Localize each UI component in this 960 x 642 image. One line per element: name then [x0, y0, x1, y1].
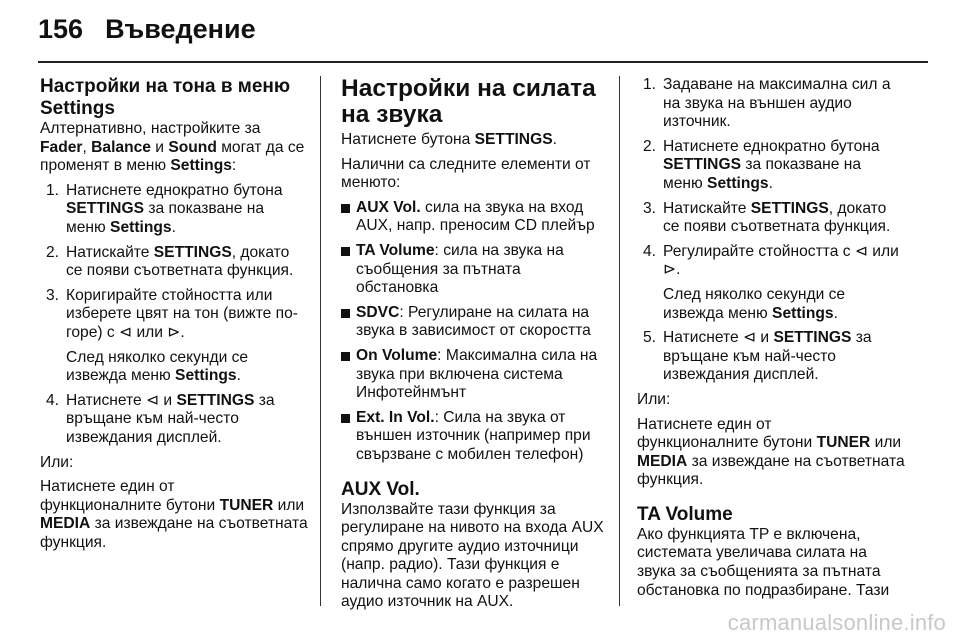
text: . — [552, 131, 557, 148]
intro-paragraph — [40, 120, 308, 176]
step-number: 2. — [46, 243, 60, 261]
bullet-square-icon — [341, 414, 350, 423]
paragraph: Натиснете един от — [637, 415, 772, 433]
header-rule — [38, 61, 928, 63]
text-bold: TUNER — [816, 434, 871, 452]
text: : — [231, 157, 237, 175]
step-item — [40, 392, 308, 448]
text: и — [150, 138, 169, 156]
text-bold: SETTINGS — [176, 391, 255, 409]
subsection-heading: AUX Vol. — [341, 478, 420, 500]
text: Натиснете — [663, 329, 743, 347]
step-item — [40, 244, 308, 281]
step-item — [40, 287, 308, 386]
text-bold: SETTINGS — [773, 329, 852, 347]
text: . — [676, 261, 681, 279]
column-1 — [40, 76, 308, 558]
bullet-item — [341, 199, 605, 236]
text: и — [756, 329, 774, 347]
text: Алтернативно, настройките за — [40, 120, 261, 137]
text: Коригирайте стойността или изберете цвят на тон (вижте по-горе) с — [66, 286, 298, 341]
subsection-heading: TA Volume — [637, 503, 733, 525]
step-item — [637, 138, 905, 194]
left-arrow-icon: ⊲ — [145, 391, 160, 409]
text: за връщане към най-често извеждания дисплей. — [66, 391, 275, 446]
text: , докато се появи съответната функция. — [663, 199, 891, 236]
text: Натиснете еднократно бутона — [66, 181, 283, 199]
text-bold: MEDIA — [637, 452, 688, 470]
bullet-square-icon — [341, 247, 350, 256]
paragraph — [40, 497, 308, 553]
section-heading: Настройки на тона в меню Settings — [40, 76, 291, 119]
text-bold: Settings — [175, 367, 237, 385]
text-bold: Settings — [772, 304, 834, 322]
text: , докато се появи съответната функция. — [66, 243, 294, 280]
step-item — [637, 76, 905, 132]
page-number: 156 — [38, 14, 84, 44]
text-bold: AUX Vol. — [356, 198, 421, 216]
step-number: 3. — [46, 286, 60, 304]
bullet-square-icon — [341, 204, 350, 213]
text-bold: Fader — [40, 138, 83, 156]
step-item — [40, 182, 308, 238]
watermark-text: carmanualsonline.info — [727, 610, 946, 635]
right-arrow-icon: ⊳ — [167, 323, 181, 341]
step-number: 1. — [46, 181, 60, 199]
step-number: 5. — [643, 329, 657, 347]
text: . — [236, 367, 241, 385]
text: за извеждане на съответната функция. — [40, 515, 308, 551]
text: Натискайте — [66, 243, 154, 261]
bullet-square-icon — [341, 309, 350, 318]
text-bold: SETTINGS — [153, 243, 232, 261]
text: След няколко секунди се извежда меню — [66, 348, 249, 385]
paragraph — [637, 434, 905, 490]
bullet-item — [341, 409, 605, 465]
paragraph: Налични са следните елементи от менюто: — [341, 155, 591, 192]
bullet-item — [341, 347, 605, 403]
step-item — [637, 329, 905, 385]
text: могат да се променят в меню — [40, 138, 305, 175]
text: . — [768, 174, 773, 192]
text: за показване на меню — [663, 156, 862, 192]
text-bold: SETTINGS — [66, 200, 144, 218]
step-number: 2. — [643, 137, 657, 155]
text: След няколко секунди се извежда меню — [663, 285, 846, 322]
text: . — [833, 304, 838, 322]
paragraph: Използвайте тази функция за регулиране на нивото на входа AUX спрямо другите аудио източници (напр. радио). Тази функция е налична само когато е разрешен аудио източник на AUX. — [341, 500, 604, 611]
text: за показване на меню — [66, 200, 265, 236]
right-arrow-icon: ⊳ — [663, 261, 677, 279]
text: . — [171, 218, 176, 236]
text: Задаване на максимална сил а на звука на външен аудио източник. — [663, 76, 891, 131]
text: или — [132, 323, 168, 341]
text-bold: Settings — [707, 174, 769, 192]
text: за извеждане на съответната функция. — [637, 452, 905, 489]
section-heading: Настройки на силата на звука — [341, 75, 596, 128]
column-divider — [619, 76, 620, 606]
text-bold: Balance — [91, 138, 151, 156]
text: Натиснете бутона — [341, 131, 475, 148]
text-bold: MEDIA — [40, 515, 91, 533]
text-bold: SETTINGS — [663, 156, 741, 174]
column-divider — [320, 76, 321, 606]
text: : Максимална сила на звука при включена система Инфотейнмънт — [356, 346, 598, 402]
page-header — [38, 14, 256, 54]
column-2 — [341, 76, 605, 618]
text: Регулирайте стойността с — [663, 242, 855, 260]
step-item — [637, 243, 905, 323]
text: или — [870, 434, 902, 452]
text-bold: Ext. In Vol. — [356, 408, 435, 426]
text: : Регулиране на силата на звука в зависимост от скоростта — [356, 303, 591, 340]
bullet-item — [341, 304, 605, 341]
text: Натиснете — [66, 391, 146, 409]
or-label: Или: — [637, 390, 671, 408]
text-bold: SDVC — [356, 303, 400, 321]
text: . — [180, 323, 185, 341]
text: или — [273, 496, 305, 514]
text-bold: TA Volume — [356, 241, 435, 259]
text: Натискайте — [663, 199, 751, 217]
column-3 — [637, 76, 905, 606]
paragraph: Натиснете един от — [40, 478, 175, 496]
step-number: 1. — [643, 76, 657, 93]
bullet-item — [341, 242, 605, 298]
left-arrow-icon: ⊲ — [119, 323, 133, 341]
text-bold: TUNER — [219, 496, 274, 514]
left-arrow-icon: ⊲ — [854, 242, 868, 260]
text: сила на звука на вход AUX, напр. преносим CD плейър — [356, 198, 595, 235]
bullet-square-icon — [341, 352, 350, 361]
text-bold: SETTINGS — [474, 131, 553, 148]
step-item — [637, 200, 905, 237]
text: : Сила на звука от външен източник (например при свързване с мобилен телефон) — [356, 408, 591, 463]
left-arrow-icon: ⊲ — [742, 329, 757, 347]
text: , — [82, 138, 92, 156]
text: Натиснете еднократно бутона — [663, 137, 880, 155]
text-bold: Settings — [170, 157, 232, 175]
paragraph: Ако функцията TP е включена, системата увеличава силата на звука за съобщенията за пътната обстановка по подразбиране. Тази — [637, 525, 890, 599]
text: функционалните бутони — [40, 496, 220, 514]
paragraph — [341, 131, 605, 150]
text: : сила на звука на съобщения за пътната обстановка — [356, 241, 564, 297]
text-bold: On Volume — [356, 346, 438, 364]
or-label: Или: — [40, 453, 74, 471]
text: и — [159, 391, 177, 409]
step-number: 4. — [643, 242, 657, 260]
step-number: 4. — [46, 391, 60, 409]
text-bold: Sound — [168, 138, 217, 156]
page-title: Въведение — [105, 14, 256, 44]
text: за връщане към най-често извеждания дисплей. — [663, 329, 872, 384]
text: функционалните бутони — [637, 434, 817, 452]
text-bold: SETTINGS — [750, 199, 829, 217]
step-number: 3. — [643, 199, 657, 217]
text: или — [867, 242, 899, 260]
text-bold: Settings — [110, 218, 172, 236]
